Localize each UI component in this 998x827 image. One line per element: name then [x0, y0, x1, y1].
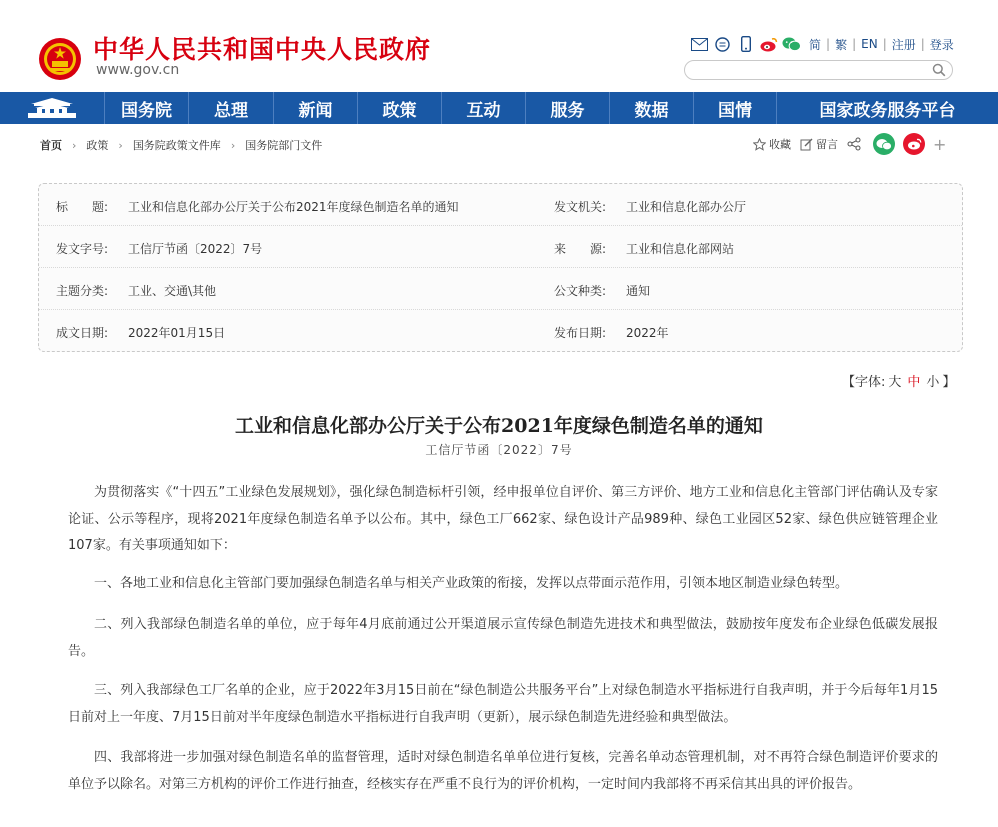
nav-item-state-council[interactable]: 国务院	[104, 92, 188, 124]
article-title: 工业和信息化部办公厅关于公布2021年度绿色制造名单的通知	[235, 415, 763, 437]
divider: |	[920, 37, 925, 51]
divider: |	[826, 37, 831, 51]
more-share-button[interactable]	[933, 135, 946, 154]
divider: |	[852, 37, 857, 51]
search-box	[684, 60, 953, 80]
edit-icon	[800, 138, 813, 151]
nav-item-national-info[interactable]: 国情	[693, 92, 776, 124]
share-icon	[847, 137, 861, 151]
comment-button[interactable]	[800, 136, 838, 152]
favorite-label: 收藏	[769, 138, 791, 151]
font-size-medium-button[interactable]: 中	[907, 375, 921, 390]
font-size-small-button[interactable]: 小	[926, 375, 940, 390]
traditional-link[interactable]: 繁	[835, 37, 848, 52]
english-link[interactable]: EN	[861, 37, 878, 51]
info-label: 发文机关:	[554, 200, 607, 214]
search-icon[interactable]	[932, 63, 946, 77]
article-paragraph: 四、我部将进一步加强对绿色制造名单的监督管理，适时对绿色制造名单单位进行复核，完善名单动态管理机制，对不再符合绿色制造评价要求的单位予以除名。对第三方机构的评价工作进行抽查，经核实存在严重不良行为的评价机构，一定时间内我部将不再采信其出具的评价报告。	[68, 750, 938, 792]
weibo-icon[interactable]	[759, 35, 778, 54]
info-row	[39, 184, 962, 226]
article-paragraph: 一、各地工业和信息化主管部门要加强绿色制造名单与相关产业政策的衔接，发挥以点带面示范作用，引领本地区制造业绿色转型。	[94, 576, 849, 591]
info-label: 公文种类:	[554, 284, 607, 298]
info-value: 2022年	[626, 326, 669, 340]
divider: |	[882, 37, 887, 51]
chevron-right-icon: ›	[72, 138, 77, 152]
info-label: 主题分类:	[56, 284, 109, 298]
weibo-share-icon[interactable]	[903, 133, 925, 155]
header-tools	[690, 34, 954, 54]
nav-item-data[interactable]: 数据	[609, 92, 693, 124]
message-icon[interactable]	[713, 35, 732, 54]
nav-item-policy[interactable]: 政策	[357, 92, 441, 124]
share-bar	[753, 134, 955, 154]
article-paragraph: 为贯彻落实《“十四五”工业绿色发展规划》，强化绿色制造标杆引领，经申报单位自评价、第三方评价、地方工业和信息化主管部门评估确认及专家论证、公示等程序，现将2021年度绿色制造名单予以公布。其中，绿色工厂662家、绿色设计产品989种、绿色工业园区52家、绿色供应链管理企业107家。有关事项通知如下：	[68, 485, 938, 553]
breadcrumb-policy-library[interactable]: 国务院政策文件库	[132, 139, 221, 152]
document-number: 工信厅节函〔2022〕7号	[425, 443, 573, 457]
comment-label: 留言	[816, 138, 838, 151]
info-value: 工业和信息化部办公厅关于公布2021年度绿色制造名单的通知	[128, 200, 459, 214]
info-value: 工业和信息化部办公厅	[626, 200, 747, 214]
national-emblem-icon[interactable]	[38, 37, 82, 81]
info-value: 通知	[626, 284, 651, 298]
plus-icon: +	[933, 134, 947, 154]
breadcrumb-department-docs[interactable]: 国务院部门文件	[245, 139, 323, 152]
info-value: 2022年01月15日	[128, 326, 226, 340]
simplified-link[interactable]: 简	[809, 37, 822, 52]
chevron-right-icon: ›	[118, 138, 123, 152]
mail-icon[interactable]	[690, 35, 709, 54]
info-row	[39, 268, 962, 310]
search-input[interactable]	[695, 63, 920, 77]
info-label: 发文字号:	[56, 242, 109, 256]
nav-item-interaction[interactable]: 互动	[441, 92, 525, 124]
document-info-box	[38, 183, 963, 352]
info-row	[39, 226, 962, 268]
register-link[interactable]: 注册	[891, 37, 916, 52]
wechat-icon[interactable]	[782, 35, 801, 54]
info-label: 来 源:	[554, 242, 607, 256]
site-url[interactable]: www.gov.cn	[96, 62, 180, 78]
nav-item-gov-service-platform[interactable]: 国家政务服务平台	[776, 92, 998, 124]
info-label: 标 题:	[56, 200, 109, 214]
login-link[interactable]: 登录	[929, 37, 954, 52]
tiananmen-icon[interactable]	[0, 92, 104, 124]
breadcrumb	[40, 137, 322, 153]
font-size-label: 【字体:	[842, 375, 886, 390]
favorite-button[interactable]	[753, 136, 791, 152]
font-size-bracket: 】	[942, 375, 956, 390]
info-value: 工信厅节函〔2022〕7号	[128, 242, 263, 256]
site-title[interactable]: 中华人民共和国中央人民政府	[93, 35, 432, 64]
header-links	[809, 36, 954, 53]
info-value: 工业和信息化部网站	[626, 242, 735, 256]
main-nav	[0, 92, 998, 124]
font-size-large-button[interactable]: 大	[888, 375, 902, 390]
info-label: 成文日期:	[56, 326, 109, 340]
breadcrumb-policy[interactable]: 政策	[86, 139, 109, 152]
info-value: 工业、交通\其他	[128, 284, 217, 298]
nav-item-news[interactable]: 新闻	[273, 92, 357, 124]
article-paragraph: 三、列入我部绿色工厂名单的企业，应于2022年3月15日前在“绿色制造公共服务平台”上对绿色制造水平指标进行自我声明，并于今后每年1月15日前对上一年度、7月15日前对半年度绿色制造水平指标进行自我声明（更新），展示绿色制造先进经验和典型做法。	[68, 683, 938, 725]
info-label: 发布日期:	[554, 326, 607, 340]
chevron-right-icon: ›	[230, 138, 236, 152]
font-size-control	[842, 371, 955, 390]
nav-item-premier[interactable]: 总理	[188, 92, 273, 124]
site-header	[0, 0, 998, 92]
article-paragraph: 二、列入我部绿色制造名单的单位，应于每年4月底前通过公开渠道展示宣传绿色制造先进技术和典型做法，鼓励按年度发布企业绿色低碳发展报告。	[68, 617, 938, 659]
info-row	[39, 310, 962, 352]
mobile-icon[interactable]	[736, 35, 755, 54]
breadcrumb-home[interactable]: 首页	[40, 139, 62, 152]
nav-item-service[interactable]: 服务	[525, 92, 609, 124]
wechat-share-icon[interactable]	[873, 133, 895, 155]
star-icon	[753, 138, 766, 151]
share-button[interactable]	[847, 137, 864, 151]
